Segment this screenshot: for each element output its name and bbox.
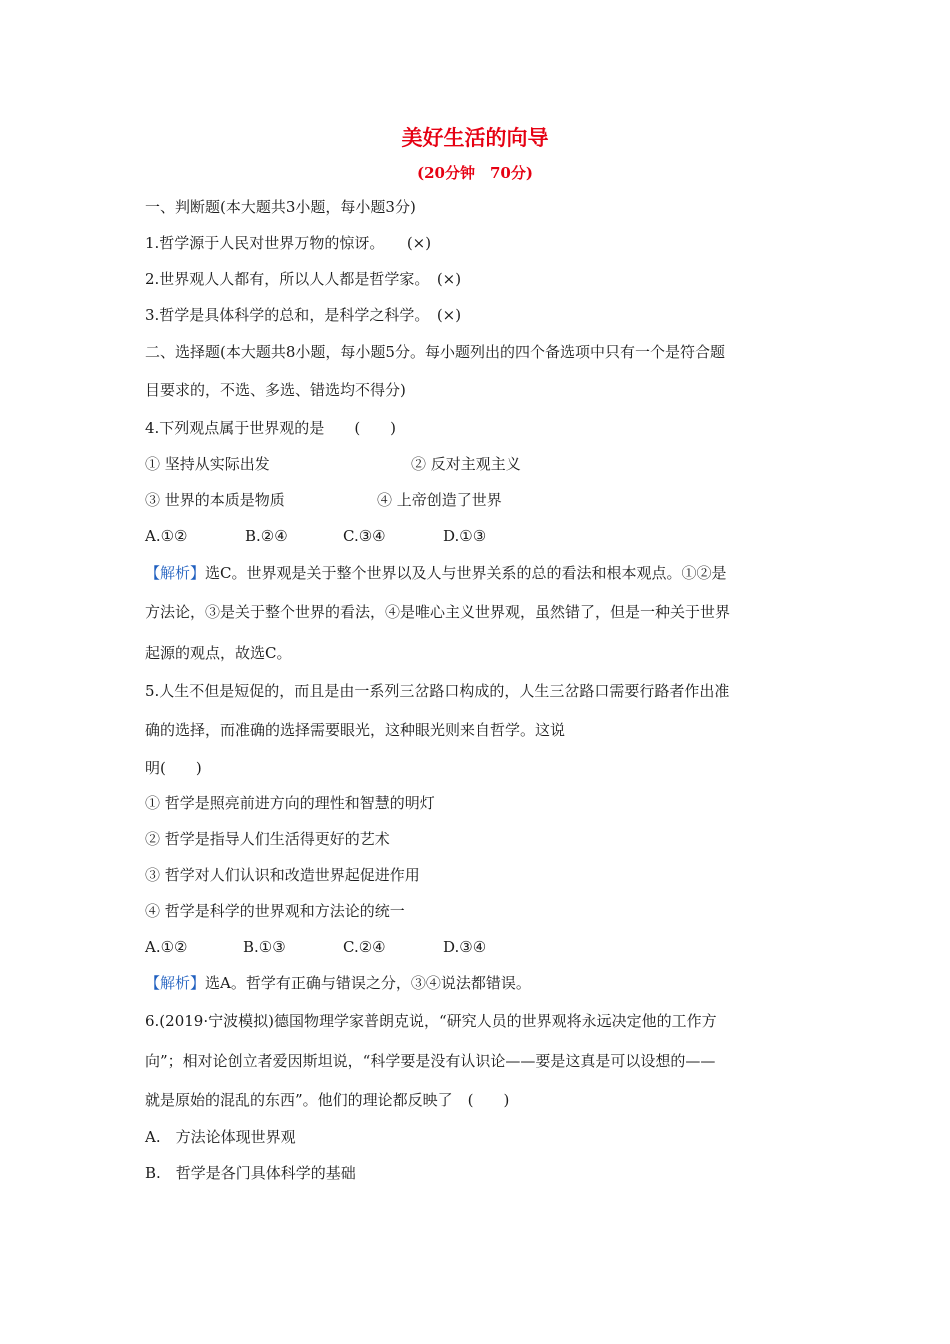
- analysis-tag: 【解析】: [145, 974, 206, 992]
- q4-choice-c: C.③④: [343, 527, 386, 545]
- section1-heading: 一、判断题(本大题共3小题，每小题3分): [145, 198, 416, 216]
- q5-choice-c: C.②④: [343, 938, 386, 956]
- q5-choice-a: A.①②: [145, 938, 188, 956]
- q5-choice-d: D.③④: [443, 938, 487, 956]
- page-title: 美好生活的向导: [401, 125, 549, 150]
- question-6-stem-line1: 6.(2019·宁波模拟)德国物理学家普朗克说，“研究人员的世界观将永远决定他的工作方: [145, 1012, 717, 1030]
- q5-item-2: ② 哲学是指导人们生活得更好的艺术: [145, 830, 390, 848]
- q4-choice-d: D.①③: [443, 527, 487, 545]
- q4-choice-b: B.②④: [245, 527, 288, 545]
- q5-item-1: ① 哲学是照亮前进方向的理性和智慧的明灯: [145, 794, 435, 812]
- section2-heading-line2: 目要求的，不选、多选、错选均不得分): [145, 381, 406, 399]
- q4-analysis-line1: [145, 562, 810, 584]
- analysis-tag: 【解析】: [145, 564, 206, 582]
- q5-analysis: [145, 972, 810, 994]
- time-score-subtitle: (20分钟 70分): [417, 164, 533, 182]
- q4-analysis-line3: 起源的观点，故选C。: [145, 644, 292, 662]
- q4-item-1: ① 坚持从实际出发: [145, 455, 270, 473]
- question-2: 2.世界观人人都有，所以人人都是哲学家。 (×): [145, 270, 462, 288]
- question-6-stem-line3: 就是原始的混乱的东西”。他们的理论都反映了 ( ): [145, 1091, 510, 1109]
- question-3: 3.哲学是具体科学的总和，是科学之科学。 (×): [145, 306, 462, 324]
- q4-analysis-line2: 方法论，③是关于整个世界的看法，④是唯心主义世界观，虽然错了，但是一种关于世界: [145, 603, 731, 621]
- question-4-stem: 4.下列观点属于世界观的是 ( ): [145, 419, 397, 437]
- q5-item-4: ④ 哲学是科学的世界观和方法论的统一: [145, 902, 405, 920]
- q5-choice-b: B.①③: [243, 938, 286, 956]
- question-5-stem-line1: 5.人生不但是短促的，而且是由一系列三岔路口构成的，人生三岔路口需要行路者作出准: [145, 682, 730, 700]
- q4-analysis-text: 选C。世界观是关于整个世界以及人与世界关系的总的看法和根本观点。①②是: [205, 564, 727, 582]
- q5-analysis-text: 选A。哲学有正确与错误之分，③④说法都错误。: [205, 974, 531, 992]
- q5-item-3: ③ 哲学对人们认识和改造世界起促进作用: [145, 866, 420, 884]
- q4-item-3: ③ 世界的本质是物质: [145, 491, 285, 509]
- question-5-stem-line3: 明( ): [145, 759, 202, 777]
- question-1: 1.哲学源于人民对世界万物的惊讶。 (×): [145, 234, 432, 252]
- q6-option-a: A. 方法论体现世界观: [145, 1128, 296, 1146]
- question-5-stem-line2: 确的选择，而准确的选择需要眼光，这种眼光则来自哲学。这说: [145, 721, 566, 739]
- question-6-stem-line2: 向”；相对论创立者爱因斯坦说，“科学要是没有认识论——要是这真是可以设想的——: [145, 1052, 716, 1070]
- q4-item-4: ④ 上帝创造了世界: [377, 491, 502, 509]
- section2-heading-line1: 二、选择题(本大题共8小题，每小题5分。每小题列出的四个备选项中只有一个是符合题: [145, 343, 725, 361]
- q4-item-2: ② 反对主观主义: [411, 455, 521, 473]
- q4-choice-a: A.①②: [145, 527, 188, 545]
- q6-option-b: B. 哲学是各门具体科学的基础: [145, 1164, 356, 1182]
